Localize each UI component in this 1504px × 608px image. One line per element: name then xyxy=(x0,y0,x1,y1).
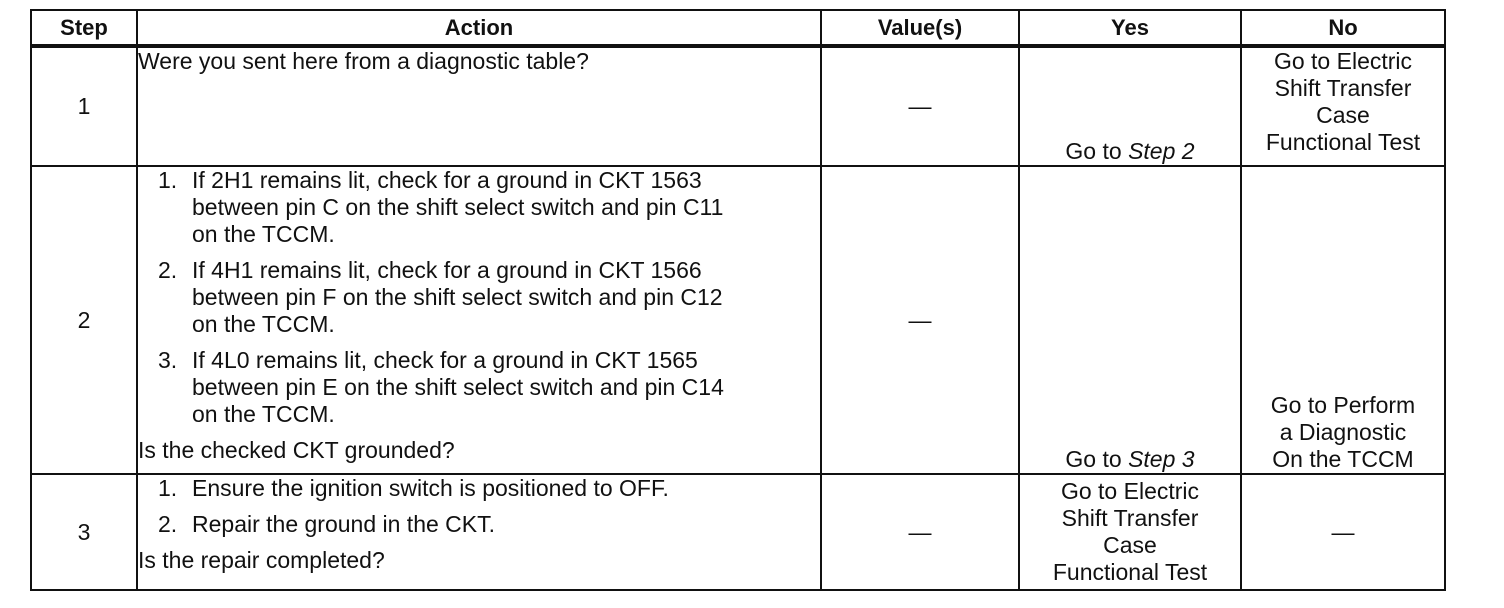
action-step-line: Ensure the ignition switch is positioned to OFF. xyxy=(192,475,669,501)
header-values: Value(s) xyxy=(821,10,1019,46)
action-step-number: 3. xyxy=(158,347,178,373)
value-cell xyxy=(821,166,1019,474)
action-step-line: on the TCCM. xyxy=(192,311,335,337)
no-line: Case xyxy=(1316,102,1370,128)
action-step-item xyxy=(158,347,820,428)
value-dash: — xyxy=(908,93,932,119)
header-no: No xyxy=(1241,10,1445,46)
action-step-number: 1. xyxy=(158,475,178,501)
header-action: Action xyxy=(137,10,821,46)
action-step-line: between pin F on the shift select switch and pin C12 xyxy=(192,284,723,310)
header-row xyxy=(31,10,1445,46)
table-row xyxy=(31,166,1445,474)
table-row xyxy=(31,474,1445,590)
value-cell xyxy=(821,46,1019,166)
no-cell xyxy=(1241,474,1445,590)
action-question: Is the repair completed? xyxy=(138,547,385,573)
action-step-line: If 4H1 remains lit, check for a ground in CKT 1566 xyxy=(192,257,702,283)
action-step-line: between pin C on the shift select switch and pin C11 xyxy=(192,194,724,220)
no-cell xyxy=(1241,166,1445,474)
yes-cell xyxy=(1019,474,1241,590)
header-yes: Yes xyxy=(1019,10,1241,46)
action-step-line: on the TCCM. xyxy=(192,401,335,427)
step-number: 2 xyxy=(31,166,137,474)
no-line: Go to Perform xyxy=(1270,392,1416,418)
action-steps xyxy=(138,167,820,428)
action-cell xyxy=(137,474,821,590)
step-number: 3 xyxy=(31,474,137,590)
yes-line: Functional Test xyxy=(1052,559,1208,585)
action-step-line: If 4L0 remains lit, check for a ground in CKT 1565 xyxy=(192,347,698,373)
no-line: Shift Transfer xyxy=(1274,75,1412,101)
header-step: Step xyxy=(31,10,137,46)
action-step-line: on the TCCM. xyxy=(192,221,335,247)
action-question: Is the checked CKT grounded? xyxy=(138,437,455,463)
action-question: Were you sent here from a diagnostic table? xyxy=(138,48,589,74)
value-cell xyxy=(821,474,1019,590)
action-cell xyxy=(137,166,821,474)
action-step-item xyxy=(158,257,820,338)
action-step-item xyxy=(158,511,820,538)
diagnostic-table xyxy=(30,9,1446,591)
yes-cell xyxy=(1019,46,1241,166)
no-line: On the TCCM xyxy=(1272,446,1414,472)
yes-line: Go to Electric xyxy=(1060,478,1200,504)
action-step-item xyxy=(158,167,820,248)
action-step-number: 2. xyxy=(158,511,178,537)
action-step-item xyxy=(158,475,820,502)
no-cell xyxy=(1241,46,1445,166)
yes-cell xyxy=(1019,166,1241,474)
action-step-line: If 2H1 remains lit, check for a ground in CKT 1563 xyxy=(192,167,702,193)
yes-line: Case xyxy=(1103,532,1157,558)
yes-line: Shift Transfer xyxy=(1061,505,1199,531)
action-steps xyxy=(138,475,820,538)
action-cell xyxy=(137,46,821,166)
no-line: Go to Electric xyxy=(1273,48,1413,74)
action-step-number: 1. xyxy=(158,167,178,193)
action-step-line: Repair the ground in the CKT. xyxy=(192,511,496,537)
yes-step-link[interactable]: Step 3 xyxy=(1128,446,1195,472)
no-dash: — xyxy=(1331,518,1355,545)
value-dash: — xyxy=(908,306,932,333)
value-dash: — xyxy=(908,518,932,545)
yes-step-link[interactable]: Step 2 xyxy=(1128,138,1195,164)
yes-prefix: Go to xyxy=(1065,138,1122,164)
no-line: a Diagnostic xyxy=(1279,419,1407,445)
yes-prefix: Go to xyxy=(1065,446,1122,472)
step-number: 1 xyxy=(31,46,137,166)
table-row xyxy=(31,46,1445,166)
action-step-line: between pin E on the shift select switch and pin C14 xyxy=(192,374,724,400)
no-line: Functional Test xyxy=(1265,129,1421,155)
action-step-number: 2. xyxy=(158,257,178,283)
